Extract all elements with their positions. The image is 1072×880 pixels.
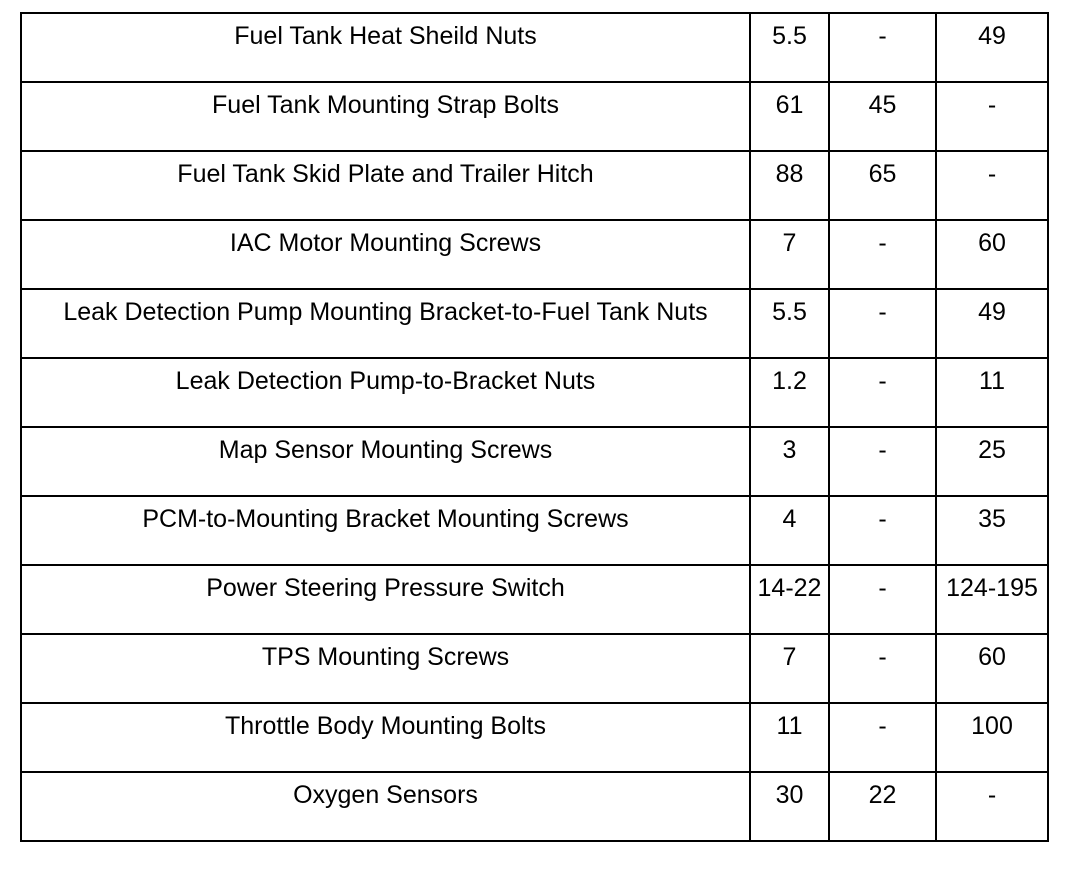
value-a: 88 [775,160,804,188]
table-row [21,703,1048,772]
value-a: 5.5 [772,298,807,326]
component-name-cell [21,565,750,634]
component-name: IAC Motor Mounting Screws [229,229,542,257]
value-c: 49 [978,22,1006,50]
table-row [21,220,1048,289]
value-cell-a [750,772,829,841]
value-c: 49 [978,298,1006,326]
component-name: TPS Mounting Screws [261,643,510,671]
component-name: Map Sensor Mounting Screws [218,436,553,464]
value-b: - [878,298,887,326]
value-a: 1.2 [772,367,807,395]
value-cell-c [936,289,1048,358]
value-cell-b [829,496,936,565]
value-cell-c [936,634,1048,703]
table-row [21,496,1048,565]
value-cell-c [936,772,1048,841]
value-a: 11 [776,712,803,740]
table-row [21,634,1048,703]
value-b: 45 [868,91,897,119]
value-cell-a [750,634,829,703]
component-name: Power Steering Pressure Switch [206,574,565,602]
value-c: - [987,91,997,119]
value-b: - [878,229,887,257]
component-name-cell [21,634,750,703]
value-cell-b [829,703,936,772]
value-cell-a [750,565,829,634]
value-cell-c [936,358,1048,427]
value-cell-a [750,289,829,358]
value-a: 4 [782,505,797,533]
value-a: 7 [782,643,797,671]
component-name: Fuel Tank Skid Plate and Trailer Hitch [177,160,594,188]
value-cell-a [750,427,829,496]
table-row [21,772,1048,841]
value-cell-b [829,565,936,634]
table-row [21,289,1048,358]
value-cell-a [750,703,829,772]
component-name: Leak Detection Pump-to-Bracket Nuts [175,367,596,395]
value-b: - [878,22,887,50]
value-b: - [878,574,887,602]
value-a: 3 [782,436,797,464]
value-cell-a [750,220,829,289]
value-b: - [878,367,887,395]
value-cell-c [936,13,1048,82]
component-name-cell [21,289,750,358]
value-a: 7 [782,229,797,257]
value-cell-c [936,565,1048,634]
value-a: 5.5 [772,22,807,50]
value-b: 65 [868,160,897,188]
table-row [21,13,1048,82]
value-cell-b [829,151,936,220]
value-c: 60 [978,643,1006,671]
value-c: 100 [971,712,1013,740]
component-name: Oxygen Sensors [293,781,478,809]
component-name: Leak Detection Pump Mounting Bracket-to-Fuel Tank Nuts [63,298,708,326]
table-row [21,151,1048,220]
value-cell-a [750,13,829,82]
value-cell-a [750,358,829,427]
value-c: 11 [979,367,1005,395]
component-name-cell [21,151,750,220]
value-c: 60 [978,229,1006,257]
value-cell-b [829,220,936,289]
value-c: 35 [978,505,1006,533]
value-cell-b [829,772,936,841]
component-name-cell [21,427,750,496]
component-name-cell [21,82,750,151]
table-body [21,13,1048,841]
component-name-cell [21,703,750,772]
component-name: Fuel Tank Heat Sheild Nuts [234,22,537,50]
torque-spec-table [20,12,1049,842]
value-c: 25 [978,436,1006,464]
value-cell-b [829,13,936,82]
value-cell-c [936,703,1048,772]
value-cell-a [750,82,829,151]
component-name-cell [21,358,750,427]
component-name-cell [21,13,750,82]
value-b: - [878,712,887,740]
component-name-cell [21,220,750,289]
value-cell-c [936,151,1048,220]
value-cell-c [936,427,1048,496]
value-cell-a [750,496,829,565]
value-b: 22 [868,781,897,809]
value-c: - [987,160,997,188]
value-c: 124-195 [946,574,1038,602]
table-row [21,565,1048,634]
value-cell-a [750,151,829,220]
component-name-cell [21,496,750,565]
table-row [21,358,1048,427]
value-b: - [878,643,887,671]
value-cell-c [936,496,1048,565]
value-a: 14-22 [757,574,822,602]
value-cell-b [829,82,936,151]
value-cell-c [936,82,1048,151]
value-b: - [878,505,887,533]
value-b: - [878,436,887,464]
table-row [21,82,1048,151]
value-cell-b [829,634,936,703]
component-name: PCM-to-Mounting Bracket Mounting Screws [142,505,629,533]
value-cell-b [829,289,936,358]
value-c: - [987,781,997,809]
table-row [21,427,1048,496]
component-name-cell [21,772,750,841]
value-cell-b [829,358,936,427]
component-name: Fuel Tank Mounting Strap Bolts [212,91,559,119]
value-cell-c [936,220,1048,289]
value-a: 30 [775,781,804,809]
value-a: 61 [775,91,804,119]
torque-spec-table-container [20,12,1047,842]
component-name: Throttle Body Mounting Bolts [225,712,546,740]
value-cell-b [829,427,936,496]
